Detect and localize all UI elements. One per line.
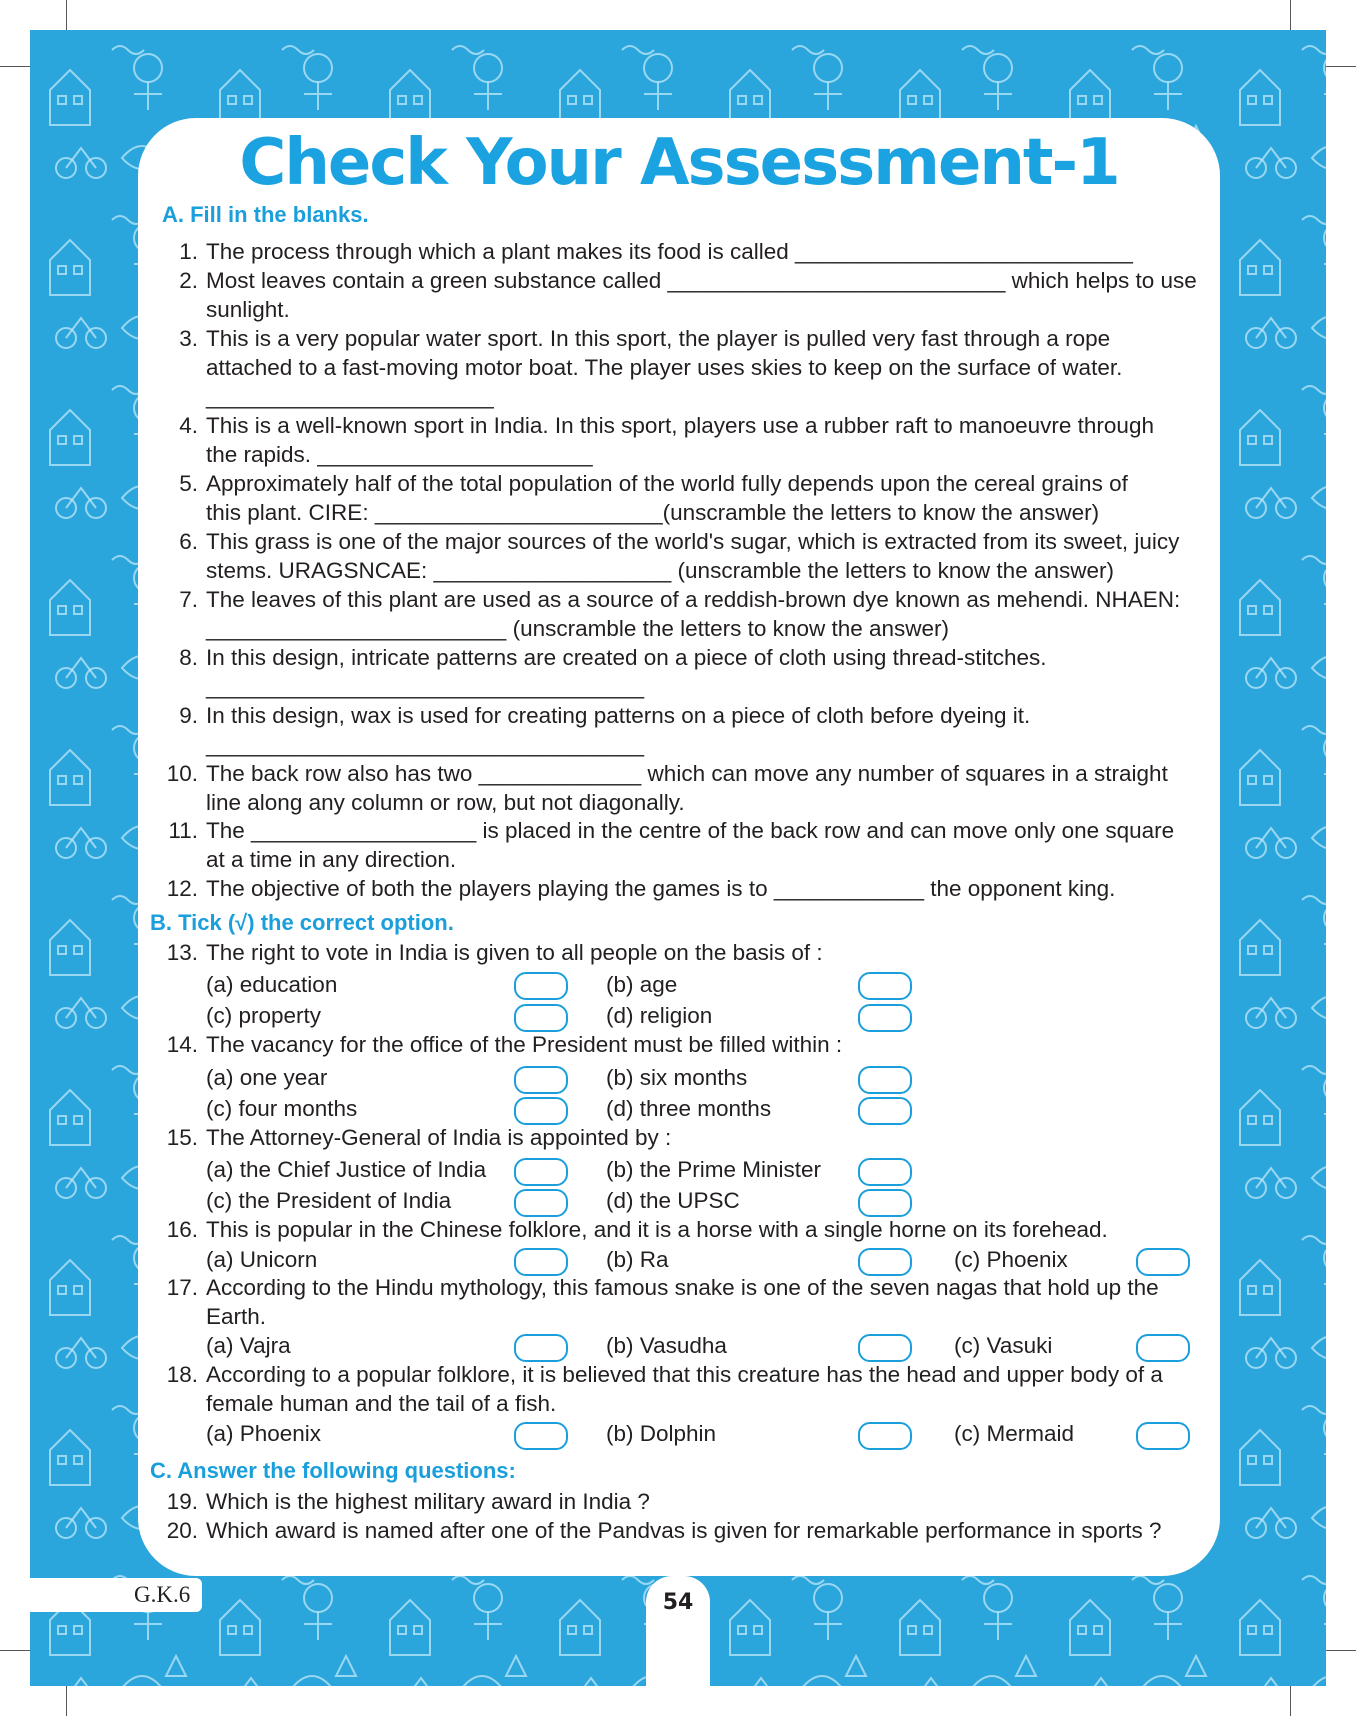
tick-box-14a[interactable] bbox=[514, 1066, 568, 1094]
question-number: 18. bbox=[166, 1362, 198, 1387]
question-14 bbox=[166, 1030, 1204, 1059]
question-number: 17. bbox=[166, 1275, 198, 1300]
option-18b: (b) Dolphin bbox=[606, 1421, 717, 1446]
question-number: 12. bbox=[166, 876, 198, 901]
tick-box-15a[interactable] bbox=[514, 1158, 568, 1186]
option-16a: (a) Unicorn bbox=[206, 1247, 318, 1272]
question-6 bbox=[179, 527, 1204, 585]
question-text: Which award is named after one of the Pandvas is given for remarkable performance in sports ? bbox=[206, 1518, 1162, 1543]
crop-mark bbox=[1326, 66, 1356, 67]
question-number: 14. bbox=[166, 1032, 198, 1057]
question-number: 15. bbox=[166, 1125, 198, 1150]
option-14c: (c) four months bbox=[206, 1096, 358, 1121]
question-19 bbox=[166, 1487, 1204, 1516]
question-text: Earth. bbox=[206, 1304, 267, 1329]
crop-mark bbox=[0, 1650, 30, 1651]
question-text: the rapids. ______________________ bbox=[206, 442, 593, 467]
question-text: According to a popular folklore, it is believed that this creature has the head and upper body of a bbox=[206, 1362, 1163, 1387]
section-b-heading: B. Tick (√) the correct option. bbox=[150, 910, 454, 935]
question-number: 13. bbox=[166, 940, 198, 965]
question-10 bbox=[166, 759, 1204, 817]
question-text: _______________________ bbox=[206, 384, 494, 409]
question-number: 10. bbox=[166, 761, 198, 786]
question-text: female human and the tail of a fish. bbox=[206, 1391, 557, 1416]
question-17 bbox=[166, 1273, 1204, 1331]
question-5 bbox=[179, 469, 1204, 527]
tick-box-13c[interactable] bbox=[514, 1004, 568, 1032]
question-number: 2. bbox=[179, 268, 198, 293]
tick-box-14d[interactable] bbox=[858, 1097, 912, 1125]
page-title: Check Your Assessment-1 bbox=[239, 126, 1119, 200]
option-16b: (b) Ra bbox=[606, 1247, 669, 1272]
tick-box-15c[interactable] bbox=[514, 1189, 568, 1217]
option-14d: (d) three months bbox=[606, 1096, 772, 1121]
tick-box-14c[interactable] bbox=[514, 1097, 568, 1125]
crop-mark bbox=[1290, 1686, 1291, 1716]
option-18a: (a) Phoenix bbox=[206, 1421, 322, 1446]
crop-mark bbox=[0, 66, 30, 67]
option-13a: (a) education bbox=[206, 972, 338, 997]
question-2 bbox=[179, 266, 1204, 324]
question-1 bbox=[179, 237, 1204, 266]
question-number: 1. bbox=[179, 239, 198, 264]
question-text: Which is the highest military award in India ? bbox=[206, 1489, 650, 1514]
option-16c: (c) Phoenix bbox=[954, 1247, 1068, 1272]
question-18 bbox=[166, 1360, 1204, 1418]
question-number: 3. bbox=[179, 326, 198, 351]
tick-box-17a[interactable] bbox=[514, 1334, 568, 1362]
tick-box-18a[interactable] bbox=[514, 1422, 568, 1450]
question-text: This is a well-known sport in India. In this sport, players use a rubber raft to manoeuvre through bbox=[206, 413, 1154, 438]
question-text: stems. URAGSNCAE: ___________________ (unscramble the letters to know the answer) bbox=[206, 558, 1114, 583]
question-text: The Attorney-General of India is appointed by : bbox=[206, 1125, 672, 1150]
crop-mark bbox=[66, 1686, 67, 1716]
option-15d: (d) the UPSC bbox=[606, 1188, 740, 1213]
crop-mark bbox=[1326, 1650, 1356, 1651]
tick-box-16a[interactable] bbox=[514, 1248, 568, 1276]
tick-box-13b[interactable] bbox=[858, 972, 912, 1000]
question-text: The process through which a plant makes its food is called ___________________________ bbox=[206, 239, 1133, 264]
question-text: The objective of both the players playing the games is to ____________ the opponent king. bbox=[206, 876, 1116, 901]
option-15b: (b) the Prime Minister bbox=[606, 1157, 822, 1182]
question-8 bbox=[179, 643, 1204, 701]
question-12 bbox=[166, 874, 1204, 903]
option-17a: (a) Vajra bbox=[206, 1333, 291, 1358]
page-number: 54 bbox=[662, 1590, 694, 1615]
question-text: Approximately half of the total population of the world fully depends upon the cereal grains of bbox=[206, 471, 1128, 496]
question-text: The __________________ is placed in the centre of the back row and can move only one square bbox=[206, 818, 1175, 843]
question-text: In this design, intricate patterns are created on a piece of cloth using thread-stitches. bbox=[206, 645, 1047, 670]
question-3 bbox=[179, 324, 1204, 411]
question-number: 6. bbox=[179, 529, 198, 554]
question-text: The right to vote in India is given to all people on the basis of : bbox=[206, 940, 823, 965]
question-number: 16. bbox=[166, 1217, 198, 1242]
question-number: 4. bbox=[179, 413, 198, 438]
question-text: The back row also has two _____________ which can move any number of squares in a straight bbox=[206, 761, 1168, 786]
option-14b: (b) six months bbox=[606, 1065, 748, 1090]
question-20 bbox=[166, 1516, 1204, 1545]
question-text: line along any column or row, but not diagonally. bbox=[206, 790, 685, 815]
tick-box-14b[interactable] bbox=[858, 1066, 912, 1094]
section-c-heading: C. Answer the following questions: bbox=[150, 1458, 516, 1483]
question-13 bbox=[166, 938, 1204, 967]
option-14a: (a) one year bbox=[206, 1065, 328, 1090]
tick-box-18c[interactable] bbox=[1136, 1422, 1190, 1450]
question-text: at a time in any direction. bbox=[206, 847, 457, 872]
tick-box-16c[interactable] bbox=[1136, 1248, 1190, 1276]
tick-box-16b[interactable] bbox=[858, 1248, 912, 1276]
question-text: Most leaves contain a green substance called ___________________________ which helps to use bbox=[206, 268, 1197, 293]
question-number: 20. bbox=[166, 1518, 198, 1543]
option-13b: (b) age bbox=[606, 972, 678, 997]
question-text: ________________________ (unscramble the letters to know the answer) bbox=[206, 616, 950, 641]
question-number: 11. bbox=[168, 818, 198, 843]
option-15a: (a) the Chief Justice of India bbox=[206, 1157, 487, 1182]
tick-box-17c[interactable] bbox=[1136, 1334, 1190, 1362]
question-text: ___________________________________ bbox=[206, 732, 644, 757]
section-a-heading: A. Fill in the blanks. bbox=[162, 202, 369, 227]
question-text: In this design, wax is used for creating patterns on a piece of cloth before dyeing it. bbox=[206, 703, 1031, 728]
question-number: 7. bbox=[179, 587, 198, 612]
question-text: ___________________________________ bbox=[206, 674, 644, 699]
question-text: According to the Hindu mythology, this famous snake is one of the seven nagas that hold up the bbox=[206, 1275, 1159, 1300]
tick-box-13a[interactable] bbox=[514, 972, 568, 1000]
question-4 bbox=[179, 411, 1204, 469]
tick-box-17b[interactable] bbox=[858, 1334, 912, 1362]
question-text: this plant. CIRE: _______________________(unscramble the letters to know the answer) bbox=[206, 500, 1100, 525]
tick-box-15d[interactable] bbox=[858, 1189, 912, 1217]
option-18c: (c) Mermaid bbox=[954, 1421, 1075, 1446]
question-16 bbox=[166, 1215, 1204, 1244]
crop-mark bbox=[66, 0, 67, 30]
question-text: The leaves of this plant are used as a source of a reddish-brown dye known as mehendi. NHAEN: bbox=[206, 587, 1181, 612]
question-text: sunlight. bbox=[206, 297, 290, 322]
tick-box-13d[interactable] bbox=[858, 1004, 912, 1032]
tick-box-15b[interactable] bbox=[858, 1158, 912, 1186]
question-11 bbox=[168, 816, 1204, 874]
question-9 bbox=[179, 701, 1204, 759]
question-number: 8. bbox=[179, 645, 198, 670]
question-number: 9. bbox=[179, 703, 198, 728]
question-number: 19. bbox=[166, 1489, 198, 1514]
option-17b: (b) Vasudha bbox=[606, 1333, 727, 1358]
option-15c: (c) the President of India bbox=[206, 1188, 452, 1213]
book-label: G.K.6 bbox=[30, 1578, 202, 1612]
crop-mark bbox=[1290, 0, 1291, 30]
question-15 bbox=[166, 1123, 1204, 1152]
question-text: The vacancy for the office of the President must be filled within : bbox=[206, 1032, 843, 1057]
question-text: This is a very popular water sport. In this sport, the player is pulled very fast through a rope bbox=[206, 326, 1111, 351]
question-text: This grass is one of the major sources of the world's sugar, which is extracted from its sweet, juicy bbox=[206, 529, 1180, 554]
option-17c: (c) Vasuki bbox=[954, 1333, 1053, 1358]
question-number: 5. bbox=[179, 471, 198, 496]
question-7 bbox=[179, 585, 1204, 643]
question-text: This is popular in the Chinese folklore, and it is a horse with a single horne on its forehead. bbox=[206, 1217, 1108, 1242]
tick-box-18b[interactable] bbox=[858, 1422, 912, 1450]
question-text: attached to a fast-moving motor boat. The player uses skies to keep on the surface of water. bbox=[206, 355, 1123, 380]
option-13d: (d) religion bbox=[606, 1003, 713, 1028]
option-13c: (c) property bbox=[206, 1003, 322, 1028]
